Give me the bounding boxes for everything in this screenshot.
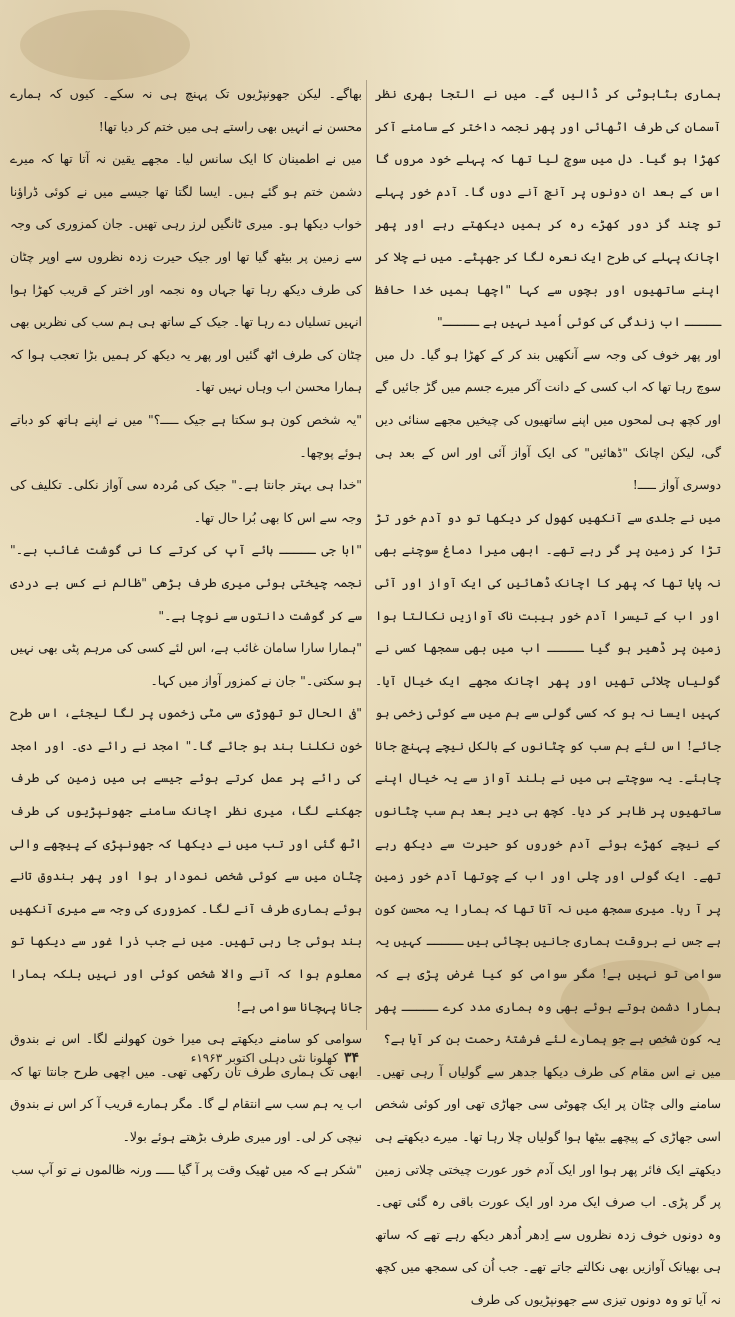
publication-line: کھلونا نئی دہلی اکتوبر ۱۹۶۳ء [190,1051,338,1065]
paragraph: میں نے اس مقام کی طرف دیکھا جدھر سے گولیاں آ رہی تھیں۔ سامنے والی چٹان پر ایک چھوٹی سی جھاڑی تھی اور کوئی شخص اسی جھاڑی کے پیچھے بیٹھا ہوا گولیاں چلا رہا تھا۔ میرے دیکھتے ہی دیکھتے ایک فائر پھر ہوا اور ایک آدم خور عورت چیختی چلاتی زمین پر گر پڑی۔ اب صرف ایک مرد اور ایک عورت باقی رہ گئی تھی۔ وہ دونوں خوف زدہ نظروں سے اِدھر اُدھر دیکھ رہے تھے کہ ساتھ ہی بھیانک آوازیں بھی نکالتے جاتے تھے۔ جب اُن کی سمجھ میں کچھ نہ آیا تو وہ دونوں تیزی سے جھونپڑیوں کی طرف [375,1063,721,1307]
paper-stain [20,10,190,80]
paragraph: "شکر ہے کہ میں ٹھیک وقت پر آ گیا ـــــ ورنہ ظالموں نے تو آپ سب [11,1161,362,1177]
paragraph: "فی الحال تو تھوڑی سی مٹی زخموں پر لگا لیجئے، اس طرح خون نکلنا بند ہو جائے گا۔" امجد نے رائے دی۔ اور امجد کی رائے پر عمل کرتے ہوئے جیسے ہی میں زمین کی طرف جھکنے لگا، میری نظر اچانک سامنے جھونپڑیوں کی طرف اٹھ گئی اور تب میں نے دیکھا کہ جھونپڑی کے پیچھے والی چٹان میں سے کوئی شخص نمودار ہوا اور پھر بندوق تانے ہوئے ہماری طرف آنے لگا۔ کمزوری کی وجہ سے میری آنکھیں بند ہوئی جا رہی تھیں۔ میں نے جب ذرا غور سے دیکھا تو معلوم ہوا کہ آنے والا شخص کوئی اور نہیں بلکہ ہمارا جانا پہچانا سوامی ہے! [10,705,362,1014]
paragraph: اور پھر خوف کی وجہ سے آنکھیں بند کر کے کھڑا ہو گیا۔ دل میں سوچ رہا تھا کہ اب کسی کے دانت آکر میرے جسم میں گڑ جائیں گے اور کچھ ہی لمحوں میں اپنے ساتھیوں کی چیخیں مجھے سنائی دیں گی، لیکن اچانک "ڈھائیں" کی ایک آواز آئی اور اس کے بعد ہی دوسری آواز ـــــ! [375,346,721,493]
paragraph: "ہمارا سارا سامان غائب ہے، اس لئے کسی کی مرہم پٹی بھی نہیں ہو سکتی۔" جان نے کمزور آواز میں کہا۔ [10,640,362,688]
paragraph: میں نے اطمینان کا ایک سانس لیا۔ مجھے یقین نہ آتا تھا کہ میرے دشمن ختم ہو گئے ہیں۔ ایسا لگتا تھا جیسے میں نے کوئی ڈراؤنا خواب دیکھا ہو۔ میری ٹانگیں لرز رہی تھیں۔ جان کمزوری کی وجہ سے زمین پر بیٹھ گیا تھا اور جیک حیرت زدہ نظروں سے اوپر چٹان کی طرف دیکھ رہا تھا جہاں وہ نجمہ اور اختر کے قریب کھڑا ہوا انہیں تسلیاں دے رہا تھا۔ جیک کے ساتھ ہی ہم سب کی نظریں بھی چٹان کی طرف اٹھ گئیں اور پھر یہ دیکھ کر ہمیں بڑا تعجب ہوا کہ ہمارا محسن اب وہاں نہیں تھا۔ [10,151,362,395]
paragraph: بھاگے۔ لیکن جھونپڑیوں تک پہنچ ہی نہ سکے۔ کیوں کہ ہمارے محسن نے انہیں بھی راستے ہی میں ختم کر دیا تھا! [10,86,362,134]
paragraph: "خدا ہی بہتر جانتا ہے۔" جیک کی مُردہ سی آواز نکلی۔ تکلیف کی وجہ سے اس کا بھی بُرا حال تھا۔ [10,477,362,525]
paragraph: میں نے جلدی سے آنکھیں کھول کر دیکھا تو دو آدم خور تڑ تڑا کر زمین پر گر رہے تھے۔ ابھی میرا دماغ سوچنے بھی نہ پایا تھا کہ پھر کا اچانک ڈھائیں کی ایک آواز اور آئی اور اب کے تیسرا آدم خور ہیبت ناک آوازیں نکالتا ہوا زمین پر ڈھیر ہو گیا ـــــ اب میں بھی سمجھا کسی نے گولیاں چلائی تھیں اور پھر اچانک مجھے ایک خیال آیا۔ کہیں ایسا نہ ہو کہ کسی گولی سے ہم میں سے کوئی زخمی ہو جائے! اس لئے ہم سب کو چٹانوں کے بالکل نیچے پہنچ جانا چاہئے۔ یہ سوچتے ہی میں نے بلند آواز سے یہ خیال اپنے ساتھیوں پر ظاہر کر دیا۔ کچھ ہی دیر بعد ہم سب چٹانوں کے نیچے کھڑے ہوئے آدم خوروں کو حیرت سے دیکھ رہے تھے۔ ایک گولی اور چلی اور اب کے چوتھا آدم خور زمین پر آ رہا۔ میری سمجھ میں نہ آتا تھا کہ ہمارا یہ محسن کون ہے جس نے بروقت ہماری جانیں بچائی ہیں ـــــ کہیں یہ سوامی تو نہیں ہے! مگر سوامی کو کیا غرض پڑی ہے کہ ہمارا دشمن ہوتے ہوئے بھی وہ ہماری مدد کرے ـــــ پھر یہ کون شخص ہے جو ہمارے لئے فرشتۂ رحمت بن کر آیا ہے؟ [375,509,721,1047]
paragraph: "ابا جی ـــــ ہائے آپ کی کرتے کا نی گوشت غائب ہے۔" نجمہ چیختی ہوئی میری طرف بڑھی "ظالم نے کس بے دردی سے کر گوشت دانتوں سے نوچا ہے۔" [10,542,362,623]
paragraph: "یہ شخص کون ہو سکتا ہے جیک ـــــ؟" میں نے اپنے ہاتھ کو دباتے ہوئے پوچھا۔ [10,411,362,460]
page-footer [191,1050,359,1066]
paragraph: ہماری بٹابوٹی کر ڈالیں گے۔ میں نے التجا بھری نظر آسمان کی طرف اٹھائی اور پھر نجمہ داختر کے سامنے آکر کھڑا ہو گیا۔ دل میں سوچ لیا تھا کہ پہلے خود مروں گا اس کے بعد ان دونوں پر آنچ آنے دوں گا۔ آدم خور پہلے تو چند گز دور کھڑے رہ کر ہمیں دیکھتے رہے اور پھر اچانک پہلے کی طرح ایک نعرہ لگا کر جھپٹے۔ میں نے چلا کر اپنے ساتھیوں اور بچوں سے کہا "اچھا ہمیں خدا حافظ ـــــ اب زندگی کی کوئی اُمید نہیں ہے ـــــ" [375,86,721,330]
text-column-right [375,78,721,1307]
column-divider [366,80,367,1030]
paragraph: سوامی کو سامنے دیکھتے ہی میرا خون کھولنے لگا۔ اس نے بندوق ابھی تک ہماری طرف تان رکھی تھی۔ میں اچھی طرح جانتا تھا کہ اب یہ ہم سب سے انتقام لے گا۔ مگر ہمارے قریب آ کر اس نے بندوق نیچی کر لی۔ اور میری طرف بڑھتے ہوئے بولا۔ [10,1031,362,1144]
page-number: ۳۴ [343,1050,359,1066]
